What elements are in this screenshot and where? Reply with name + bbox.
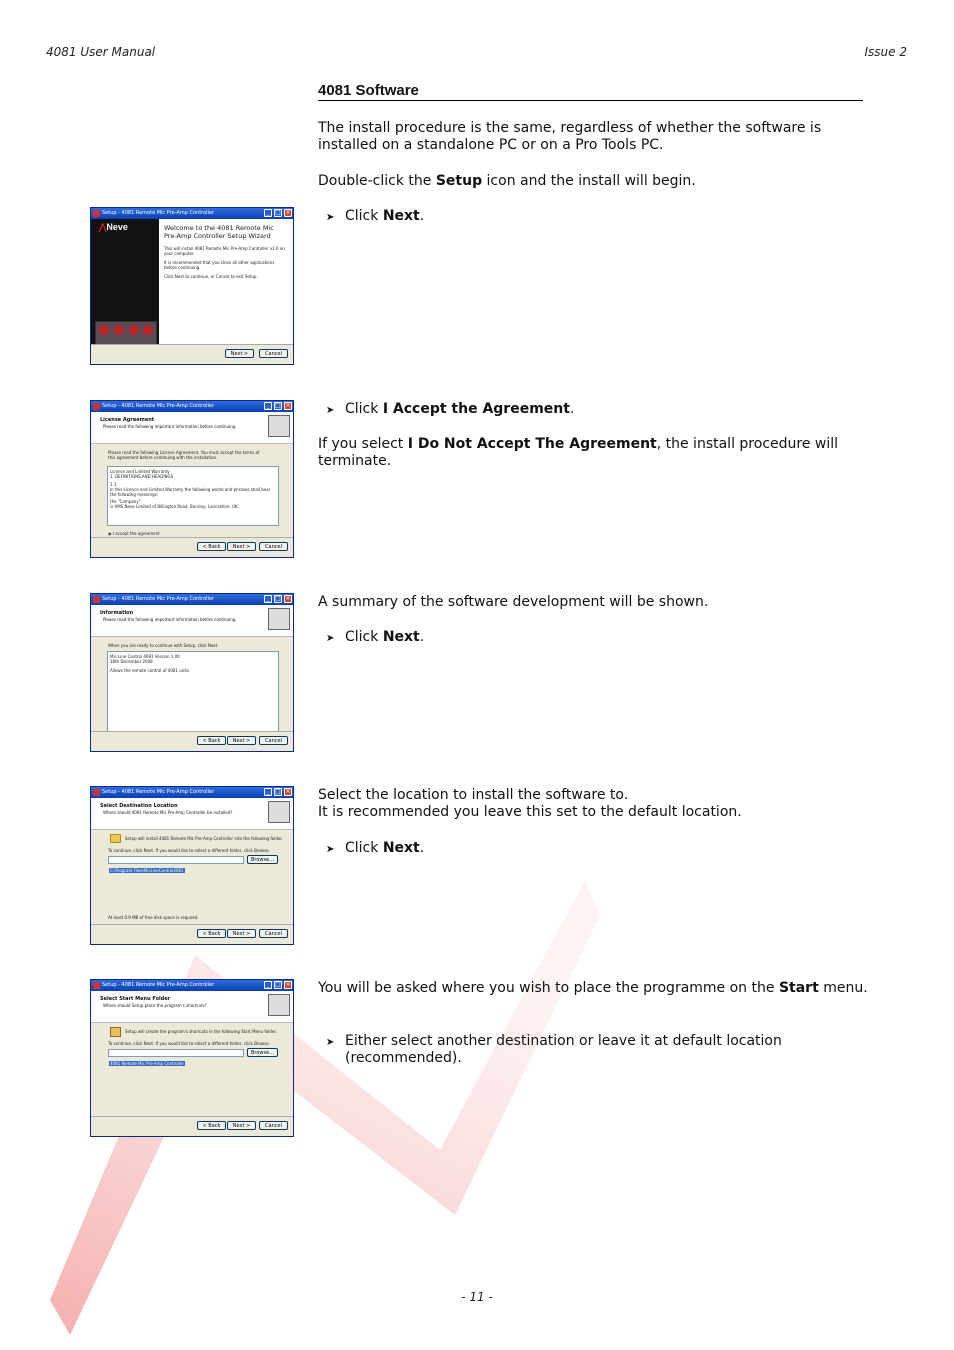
bullet-arrow-icon: ➤ — [326, 212, 335, 223]
header-issue: Issue 2 — [864, 45, 907, 59]
close-icon: × — [285, 595, 291, 602]
close-icon: × — [285, 981, 291, 988]
cancel-button: Cancel — [259, 929, 288, 938]
app-icon — [93, 596, 100, 603]
intro-setup-paragraph: Double-click the Setup icon and the install will begin. — [318, 173, 696, 189]
folder-icon — [110, 834, 121, 843]
maximize-icon: □ — [275, 595, 281, 602]
app-icon — [93, 403, 100, 410]
step1-bullet: ➤ Click Next. — [326, 208, 425, 224]
hardware-image — [95, 321, 157, 345]
minimize-icon: _ — [264, 402, 272, 410]
cancel-button: Cancel — [259, 349, 288, 358]
app-icon — [93, 789, 100, 796]
installer-icon — [268, 415, 290, 437]
wizard-side-banner — [91, 219, 159, 345]
back-button: < Back — [197, 736, 226, 745]
app-icon — [93, 210, 100, 217]
bullet-arrow-icon: ➤ — [326, 405, 335, 416]
neve-logo: ⋀Neve — [99, 222, 128, 232]
minimize-icon: _ — [264, 788, 272, 796]
step4-line1: Select the location to install the software to. — [318, 787, 629, 803]
minimize-icon: _ — [264, 981, 272, 989]
bullet-arrow-icon: ➤ — [326, 633, 335, 644]
next-button: Next > — [227, 736, 256, 745]
section-title: 4081 Software — [318, 82, 863, 101]
browse-button: Browse... — [247, 855, 278, 864]
next-button: Next > — [225, 349, 254, 358]
step4-bullet: ➤ Click Next. — [326, 840, 425, 856]
maximize-icon: □ — [275, 788, 281, 795]
intro-paragraph: The install procedure is the same, regardless of whether the software is installed on a standalone PC or on a Pro Tools PC. — [318, 120, 822, 153]
bullet-arrow-icon: ➤ — [326, 844, 335, 855]
start-menu-folder-field: 4081 Remote Mic Pre-Amp Controller — [108, 1049, 244, 1057]
radio-accept: ◉ I accept the agreement — [108, 531, 160, 536]
information-text-box: Mic Line Control 4081 Version 1.00 18th December 2008 Allows the remote control of 4081 units — [107, 651, 279, 734]
close-icon: × — [285, 788, 291, 795]
installer-icon — [268, 608, 290, 630]
minimize-icon: _ — [264, 209, 272, 217]
close-icon: × — [285, 402, 291, 409]
cancel-button: Cancel — [259, 1121, 288, 1130]
maximize-icon: □ — [275, 981, 281, 988]
cancel-button: Cancel — [259, 542, 288, 551]
destination-path-field: C:\Program Files\MicLineControl4081 — [108, 856, 244, 864]
start-menu-folder-icon — [110, 1027, 121, 1037]
back-button: < Back — [197, 1121, 226, 1130]
back-button: < Back — [197, 929, 226, 938]
step5-intro: You will be asked where you wish to place the programme on the Start menu. — [318, 980, 868, 996]
screenshot-destination-location: Setup - 4081 Remote Mic Pre-Amp Controller _ □ × Select Destination Location Where should 4081 Remote Mic Pre-Amp Controller be installed? Setup will install 4081 Remote Mic Pre-Amp Controller into the following folder. To continue, click Next. If you would like to select a different folder, click Browse. C:\Program Files\MicLineControl4081 Browse... At least 0.9 MB of free disk space is required. < Back Next > Cancel — [90, 786, 294, 945]
browse-button: Browse... — [247, 1048, 278, 1057]
next-button: Next > — [227, 542, 256, 551]
next-button: Next > — [227, 1121, 256, 1130]
cancel-button: Cancel — [259, 736, 288, 745]
step5-bullet: ➤ Either select another destination or leave it at default location (recommended). — [326, 1033, 782, 1066]
step3-intro: A summary of the software development will be shown. — [318, 594, 709, 610]
license-text-box: License and Limited Warranty 1. DEFINITIONS AND HEADINGS 1.1 In this Licence and Limited Warranty the following words and phrases shall bear the following meanings: the "Company" is AMS Neve Limited of Billington Road, Burnley, Lancashire, UK; — [107, 466, 279, 526]
bullet-arrow-icon: ➤ — [326, 1037, 335, 1048]
back-button: < Back — [197, 542, 226, 551]
minimize-icon: _ — [264, 595, 272, 603]
screenshot-information: Setup - 4081 Remote Mic Pre-Amp Controller _ □ × Information Please read the following important information before continuing. When you are ready to continue with Setup, click Next. Mic Line Control 4081 Version 1.00 18th December 2008 Allows the remote control of 4081 units < Back Next > Cancel — [90, 593, 294, 752]
screenshot-start-menu-folder: Setup - 4081 Remote Mic Pre-Amp Controller _ □ × Select Start Menu Folder Where should Setup place the program's shortcuts? Setup will create the program's shortcuts in the following Start Menu folder. To continue, click Next. If you would like to select a different folder, click Browse. 4081 Remote Mic Pre-Amp Controller Browse... < Back Next > Cancel — [90, 979, 294, 1137]
installer-icon — [268, 994, 290, 1016]
next-button: Next > — [227, 929, 256, 938]
screenshot-license-agreement: Setup - 4081 Remote Mic Pre-Amp Controller _ □ × License Agreement Please read the following important information before continuing. Please read the following License Agreement. You must accept the terms of this agreement before continuing with the installation. License and Limited Warranty 1. DEFINITIONS AND HEADINGS 1.1 In this Licence and Limited Warranty the following words and phrases shall bear the following meanings: the "Company" is AMS Neve Limited of Billington Road, Burnley, Lancashire, UK; ◉ I accept the agreement < Back Next > Cancel — [90, 400, 294, 558]
step3-bullet: ➤ Click Next. — [326, 629, 425, 645]
step2-bullet: ➤ Click I Accept the Agreement. — [326, 401, 575, 417]
page-number: - 11 - — [461, 1290, 493, 1304]
app-icon — [93, 982, 100, 989]
screenshot-welcome-wizard: Setup - 4081 Remote Mic Pre-Amp Controller _ □ × ⋀Neve Welcome to the 4081 Remote Mic Pre-Amp Controller Setup Wizard This will install 4081 Remote Mic Pre-Amp Controller v1.0 on your computer. It is recommended that you close all other applications before continuing. Click Next to continue, or Cancel to exit Setup. Next > Cancel — [90, 207, 294, 365]
step2-note: If you select I Do Not Accept The Agreement, the install procedure will terminate. — [318, 436, 839, 469]
close-icon: × — [285, 209, 291, 216]
installer-icon — [268, 801, 290, 823]
step4-line2: It is recommended you leave this set to the default location. — [318, 804, 742, 820]
maximize-icon: □ — [275, 209, 281, 216]
maximize-icon: □ — [275, 402, 281, 409]
header-doc-title: 4081 User Manual — [46, 45, 156, 59]
